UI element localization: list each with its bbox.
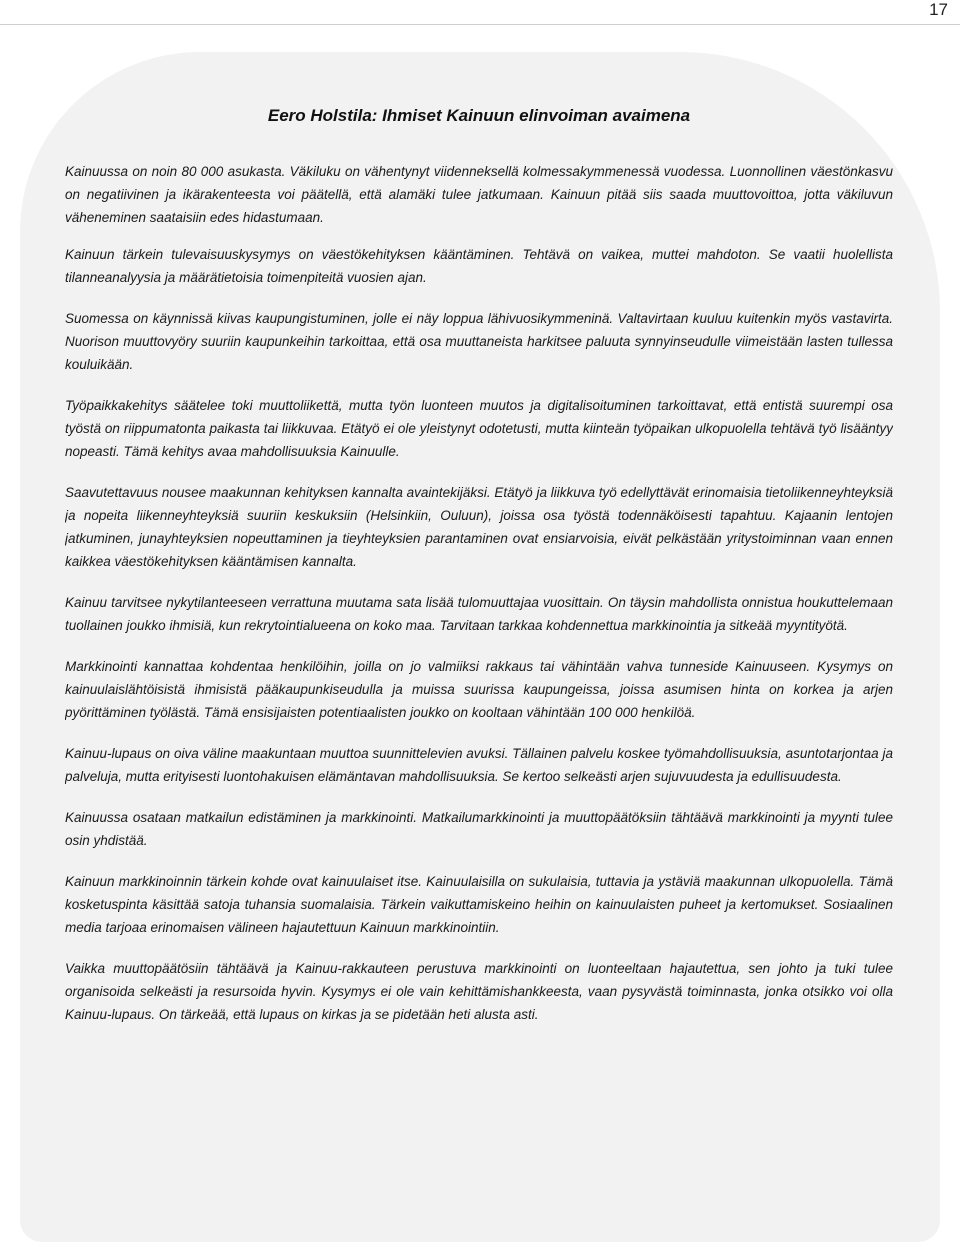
paragraph-organization: Vaikka muuttopäätösiin tähtäävä ja Kainuu-rakkauteen perustuva markkinointi on luonteeltaan hajautettua, sen johto ja tuki tulee organisoida selkeästi ja resursoida hyvin. Kysymys ei ole vain kehittämishankkeesta, vaan pysyvästä toiminnasta, jonka otsikko voi olla Kainuu-lupaus. On tärkeää, että lupaus on kirkas ja se pidetään heti alusta asti. (65, 961, 893, 1022)
paragraph-accessibility: Saavutettavuus nousee maakunnan kehityksen kannalta avaintekijäksi. Etätyö ja liikkuva työ edellyttävät erinomaisia tietoliikenneyhteyksiä ja nopeita liikenneyhteyksiä suuriin keskuksiin (Helsinkiin, Ouluun), joissa osa työstä todennäköisesti tapahtuu. Kajaanin lentojen jatkuminen, junayhteyksien nopeuttaminen ja tieyhteyksien parantaminen ovat ensiarvoisia, eivät pelkästään yritystoiminnan vaan ennen kaikkea väestökehityksen kääntämisen kannalta. (65, 485, 893, 569)
header-divider (0, 24, 960, 25)
paragraph-kainuu-promise: Kainuu-lupaus on oiva väline maakuntaan muuttoa suunnittelevien avuksi. Tällainen palvelu koskee työmahdollisuuksia, asuntotarjontaa ja palveluja, mutta erityisesti luontohakuisen elämäntavan mahdollisuuksia. Se kertoo selkeästi arjen sujuvuudesta ja edullisuudesta. (65, 746, 893, 784)
paragraph-population: Kainuussa on noin 80 000 asukasta. Väkiluku on vähentynyt viidenneksellä kolmessakymmenessä vuodessa. Luonnollinen väestönkasvu on negatiivinen ja ikärakenteesta voi päätellä, että alamäki tulee jatkumaan. Kainuun pitää siis saada muuttovoittoa, jotta väkiluvun väheneminen saataisiin edes hidastumaan. (65, 164, 893, 225)
paragraph-targeting: Markkinointi kannattaa kohdentaa henkilöihin, joilla on jo valmiiksi rakkaus tai vähintään vahva tunneside Kainuuseen. Kysymys on kainuulaislähtöisistä ihmisistä pääkaupunkiseudulla ja muissa suurissa kaupungeissa, joissa asumisen hinta on korkea ja arjen pyörittäminen työlästä. Tämä ensisijaisten potentiaalisten joukko on kooltaan vähintään 100 000 henkilöä. (65, 659, 893, 720)
paragraph-urbanization: Suomessa on käynnissä kiivas kaupungistuminen, jolle ei näy loppua lähivuosikymmeninä. Valtavirtaan kuuluu kuitenkin myös vastavirta. Nuorison muuttovyöry suuriin kaupunkeihin tarkoittaa, että osa muuttaneista harkitsee paluuta synnyinseudulle viimeistään lasten tullessa kouluikään. (65, 311, 893, 372)
paragraph-remote-work: Työpaikkakehitys säätelee toki muuttoliikettä, mutta työn luonteen muutos ja digitalisoituminen tarkoittavat, että entistä suurempi osa työstä on riippumatonta paikasta tai liikkuvaa. Etätyö ei ole yleistynyt odotetusti, mutta kiinteän työpaikan ulkopuolella tehtävä työ lisääntyy nopeasti. Tämä kehitys avaa mahdollisuuksia Kainuulle. (65, 398, 893, 459)
article-title: Eero Holstila: Ihmiset Kainuun elinvoiman avaimena (267, 106, 691, 125)
paragraph-immigrants-needed: Kainuu tarvitsee nykytilanteeseen verrattuna muutama sata lisää tulomuuttajaa vuosittain. On täysin mahdollista onnistua houkuttelemaan tuollainen joukko ihmisiä, kun rekrytointialueena on koko maa. Tarvitaan tarkkaa kohdennettua markkinointia ja sitkeää myyntityötä. (65, 595, 893, 633)
article-body (65, 106, 893, 1196)
paragraph-key-question: Kainuun tärkein tulevaisuuskysymys on väestökehityksen kääntäminen. Tehtävä on vaikea, muttei mahdoton. Se vaatii huolellista tilanneanalyysia ja määrätietoisia toimenpiteitä vuosien ajan. (65, 247, 893, 285)
paragraph-tourism: Kainuussa osataan matkailun edistäminen ja markkinointi. Matkailumarkkinointi ja muuttopäätöksiin tähtäävä markkinointi ja myynti tulee osin yhdistää. (65, 810, 893, 848)
paragraph-locals: Kainuun markkinoinnin tärkein kohde ovat kainuulaiset itse. Kainuulaisilla on sukulaisia, tuttavia ja ystäviä maakunnan ulkopuolella. Tämä kosketuspinta käsittää satoja tuhansia suomalaisia. Tärkein vaikuttamiskeino heihin on kainuulaisten puheet ja kertomukset. Sosiaalinen media tarjoaa erinomaisen välineen hajautettuun Kainuun markkinointiin. (65, 874, 893, 935)
page-number: 17 (929, 0, 948, 19)
